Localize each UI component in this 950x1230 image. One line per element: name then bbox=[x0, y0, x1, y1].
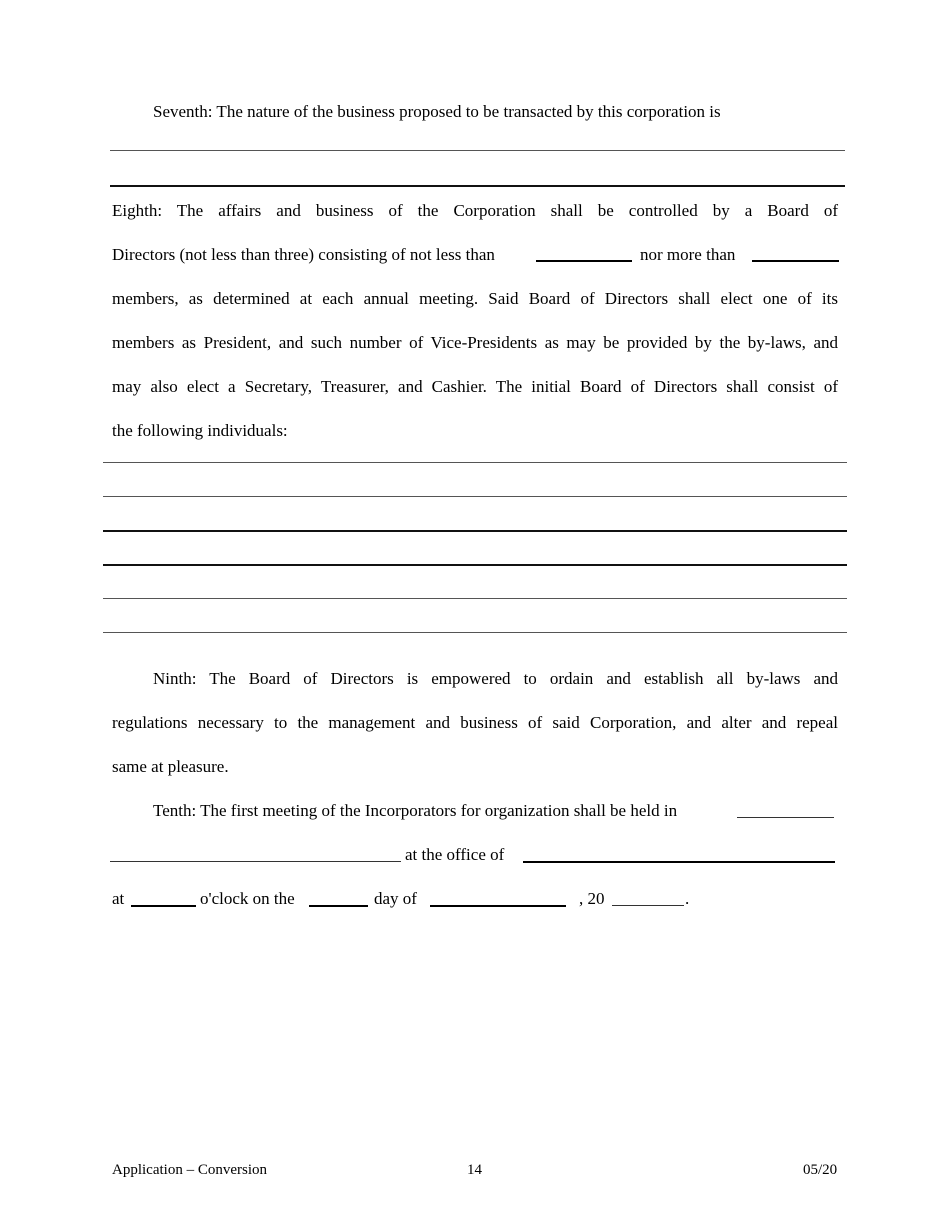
footer-revision-date: 05/20 bbox=[803, 1162, 838, 1178]
tenth-at-label: at bbox=[112, 889, 125, 908]
hour-blank[interactable] bbox=[131, 905, 196, 907]
eighth-article-line-5: may also elect a Secretary, Treasurer, and Cashier. The initial Board of Directors shall consist of bbox=[112, 377, 838, 396]
business-nature-line-2[interactable] bbox=[110, 185, 845, 187]
eighth-article-line-2-start: Directors (not less than three) consisting of not less than bbox=[112, 245, 495, 264]
meeting-location-blank[interactable] bbox=[110, 861, 401, 862]
business-nature-line-1[interactable] bbox=[110, 150, 845, 151]
eighth-article-line-1: Eighth: The affairs and business of the Corporation shall be controlled by a Board of bbox=[112, 201, 838, 220]
director-line-1[interactable] bbox=[103, 462, 847, 463]
tenth-oclock-label: o'clock on the bbox=[200, 889, 295, 908]
director-line-5[interactable] bbox=[103, 598, 847, 599]
seventh-article-text: Seventh: The nature of the business proposed to be transacted by this corporation is bbox=[153, 102, 721, 121]
ninth-article-line-2: regulations necessary to the management and business of said Corporation, and alter and repeal bbox=[112, 713, 838, 732]
month-blank[interactable] bbox=[430, 905, 566, 907]
day-blank[interactable] bbox=[309, 905, 368, 907]
tenth-dayof-label: day of bbox=[374, 889, 417, 908]
eighth-article-line-6: the following individuals: bbox=[112, 421, 288, 440]
tenth-article-line-1: Tenth: The first meeting of the Incorporators for organization shall be held in bbox=[153, 801, 678, 820]
office-of-blank[interactable] bbox=[523, 861, 835, 863]
ninth-article-line-1: Ninth: The Board of Directors is empowered to ordain and establish all by-laws and bbox=[153, 669, 838, 688]
footer-page-number: 14 bbox=[467, 1162, 482, 1178]
director-line-6[interactable] bbox=[103, 632, 847, 633]
meeting-place-blank[interactable] bbox=[737, 817, 834, 818]
tenth-article-office-label: at the office of bbox=[405, 845, 505, 864]
director-line-2[interactable] bbox=[103, 496, 847, 497]
eighth-article-line-3: members, as determined at each annual meeting. Said Board of Directors shall elect one of its bbox=[112, 289, 838, 308]
eighth-article-line-2-mid: nor more than bbox=[640, 245, 736, 264]
ninth-article-line-3: same at pleasure. bbox=[112, 757, 229, 776]
director-line-3[interactable] bbox=[103, 530, 847, 532]
min-directors-blank[interactable] bbox=[536, 260, 632, 262]
director-line-4[interactable] bbox=[103, 564, 847, 566]
tenth-year-label: , 20 bbox=[579, 889, 605, 908]
footer-form-name: Application – Conversion bbox=[112, 1162, 267, 1178]
eighth-article-line-4: members as President, and such number of Vice-Presidents as may be provided by the by-laws, and bbox=[112, 333, 838, 352]
tenth-period: . bbox=[685, 889, 690, 908]
year-blank[interactable] bbox=[612, 905, 684, 906]
max-directors-blank[interactable] bbox=[752, 260, 839, 262]
